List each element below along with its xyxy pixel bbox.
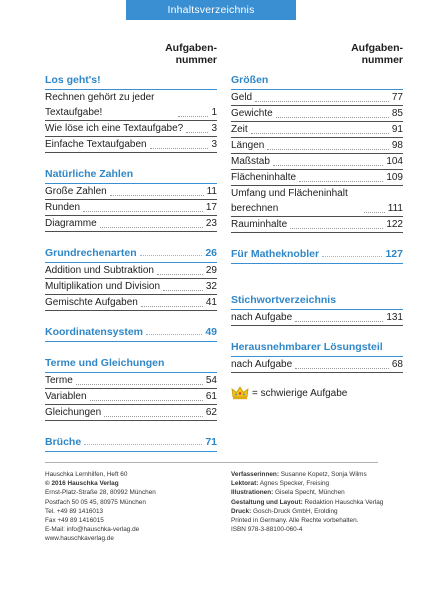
section-title[interactable]: Stichwortverzeichnis xyxy=(231,292,403,310)
toc-entry[interactable]: Variablen 61 xyxy=(45,389,217,405)
toc-section-stichwortverzeichnis xyxy=(231,292,403,326)
toc-right-column xyxy=(231,42,403,400)
column-header: Aufgaben- nummer xyxy=(165,42,217,66)
toc-section-grundrechenarten xyxy=(45,245,217,311)
toc-entry[interactable]: Terme 54 xyxy=(45,373,217,389)
toc-entry[interactable]: Umfang und Flächeninhalt berechnen 111 xyxy=(231,186,403,217)
toc-section-groessen xyxy=(231,72,403,233)
website-link[interactable]: www.hauschkaverlag.de xyxy=(45,535,114,543)
email-link[interactable]: E-Mail: info@hauschka-verlag.de xyxy=(45,526,140,534)
toc-entry[interactable]: Flächeninhalte 109 xyxy=(231,170,403,186)
section-title[interactable]: Natürliche Zahlen xyxy=(45,166,217,184)
toc-entry[interactable]: Rauminhalte 122 xyxy=(231,217,403,233)
section-title[interactable]: Koordinatensystem 49 xyxy=(45,324,217,342)
toc-entry[interactable]: Runden 17 xyxy=(45,200,217,216)
section-title[interactable]: Brüche 71 xyxy=(45,434,217,452)
toc-entry[interactable]: Gleichungen 62 xyxy=(45,405,217,421)
toc-entry[interactable]: Einfache Textaufgaben 3 xyxy=(45,137,217,153)
toc-left-column xyxy=(45,42,217,465)
toc-entry[interactable]: Große Zahlen 11 xyxy=(45,184,217,200)
toc-entry[interactable]: Gemischte Aufgaben 41 xyxy=(45,295,217,311)
toc-section-koordinatensystem xyxy=(45,324,217,342)
toc-entry[interactable]: nach Aufgabe 131 xyxy=(231,310,403,326)
toc-entry[interactable]: nach Aufgabe 68 xyxy=(231,357,403,373)
toc-section-loesungsteil xyxy=(231,339,403,373)
toc-entry[interactable]: Maßstab 104 xyxy=(231,154,403,170)
crown-icon xyxy=(231,386,249,400)
page-title-tab xyxy=(126,0,296,20)
toc-section-terme-gleichungen xyxy=(45,355,217,421)
toc-entry[interactable]: Wie löse ich eine Textaufgabe? 3 xyxy=(45,121,217,137)
toc-entry[interactable]: Gewichte 85 xyxy=(231,106,403,122)
toc-entry[interactable]: Rechnen gehört zu jeder Textaufgabe! 1 xyxy=(45,90,217,121)
section-title[interactable]: Terme und Gleichungen xyxy=(45,355,217,373)
toc-entry[interactable]: Geld 77 xyxy=(231,90,403,106)
toc-entry[interactable]: Addition und Subtraktion 29 xyxy=(45,263,217,279)
toc-entry[interactable]: Längen 98 xyxy=(231,138,403,154)
toc-entry[interactable]: Diagramme 23 xyxy=(45,216,217,232)
section-title[interactable]: Größen xyxy=(231,72,403,90)
legend-text: = schwierige Aufgabe xyxy=(252,387,348,399)
section-title[interactable]: Für Matheknobler 127 xyxy=(231,246,403,264)
section-title[interactable]: Grundrechenarten 26 xyxy=(45,245,217,263)
section-title[interactable]: Herausnehmbarer Lösungsteil xyxy=(231,339,403,357)
imprint-left: Hauschka Lernhilfen, Heft 60 © 2016 Hauschka Verlag Ernst-Platz-Straße 28, 80992 München Postfach 50 05 45, 80975 München Tel. +49 89 1416013 Fax +49 89 1416015 E-Mail: info@hauschka-verlag.de www.hauschkaverlag.de xyxy=(45,470,215,544)
imprint-right: Verfasserinnen: Susanne Kopetz, Sonja Wilms Lektorat: Agnes Specker, Freising Illustrationen: Gisela Specht, München Gestaltung und Layout: Redaktion Hauschka Verlag Druck: Gosch-Druck GmbH, Erolding Printed in Germany. Alle Rechte vorbehalten. ISBN 978-3-88100-060-4 xyxy=(231,471,384,534)
footer-divider xyxy=(45,462,378,463)
toc-section-brueche xyxy=(45,434,217,452)
toc-entry[interactable]: Zeit 91 xyxy=(231,122,403,138)
toc-section-matheknobler xyxy=(231,246,403,264)
difficulty-legend xyxy=(231,386,403,400)
toc-section-natuerliche-zahlen xyxy=(45,166,217,232)
column-header: Aufgaben- nummer xyxy=(351,42,403,66)
page-title: Inhaltsverzeichnis xyxy=(167,4,255,16)
toc-entry[interactable]: Multiplikation und Division 32 xyxy=(45,279,217,295)
section-title[interactable]: Los geht's! xyxy=(45,72,217,90)
toc-section-los-gehts xyxy=(45,72,217,153)
